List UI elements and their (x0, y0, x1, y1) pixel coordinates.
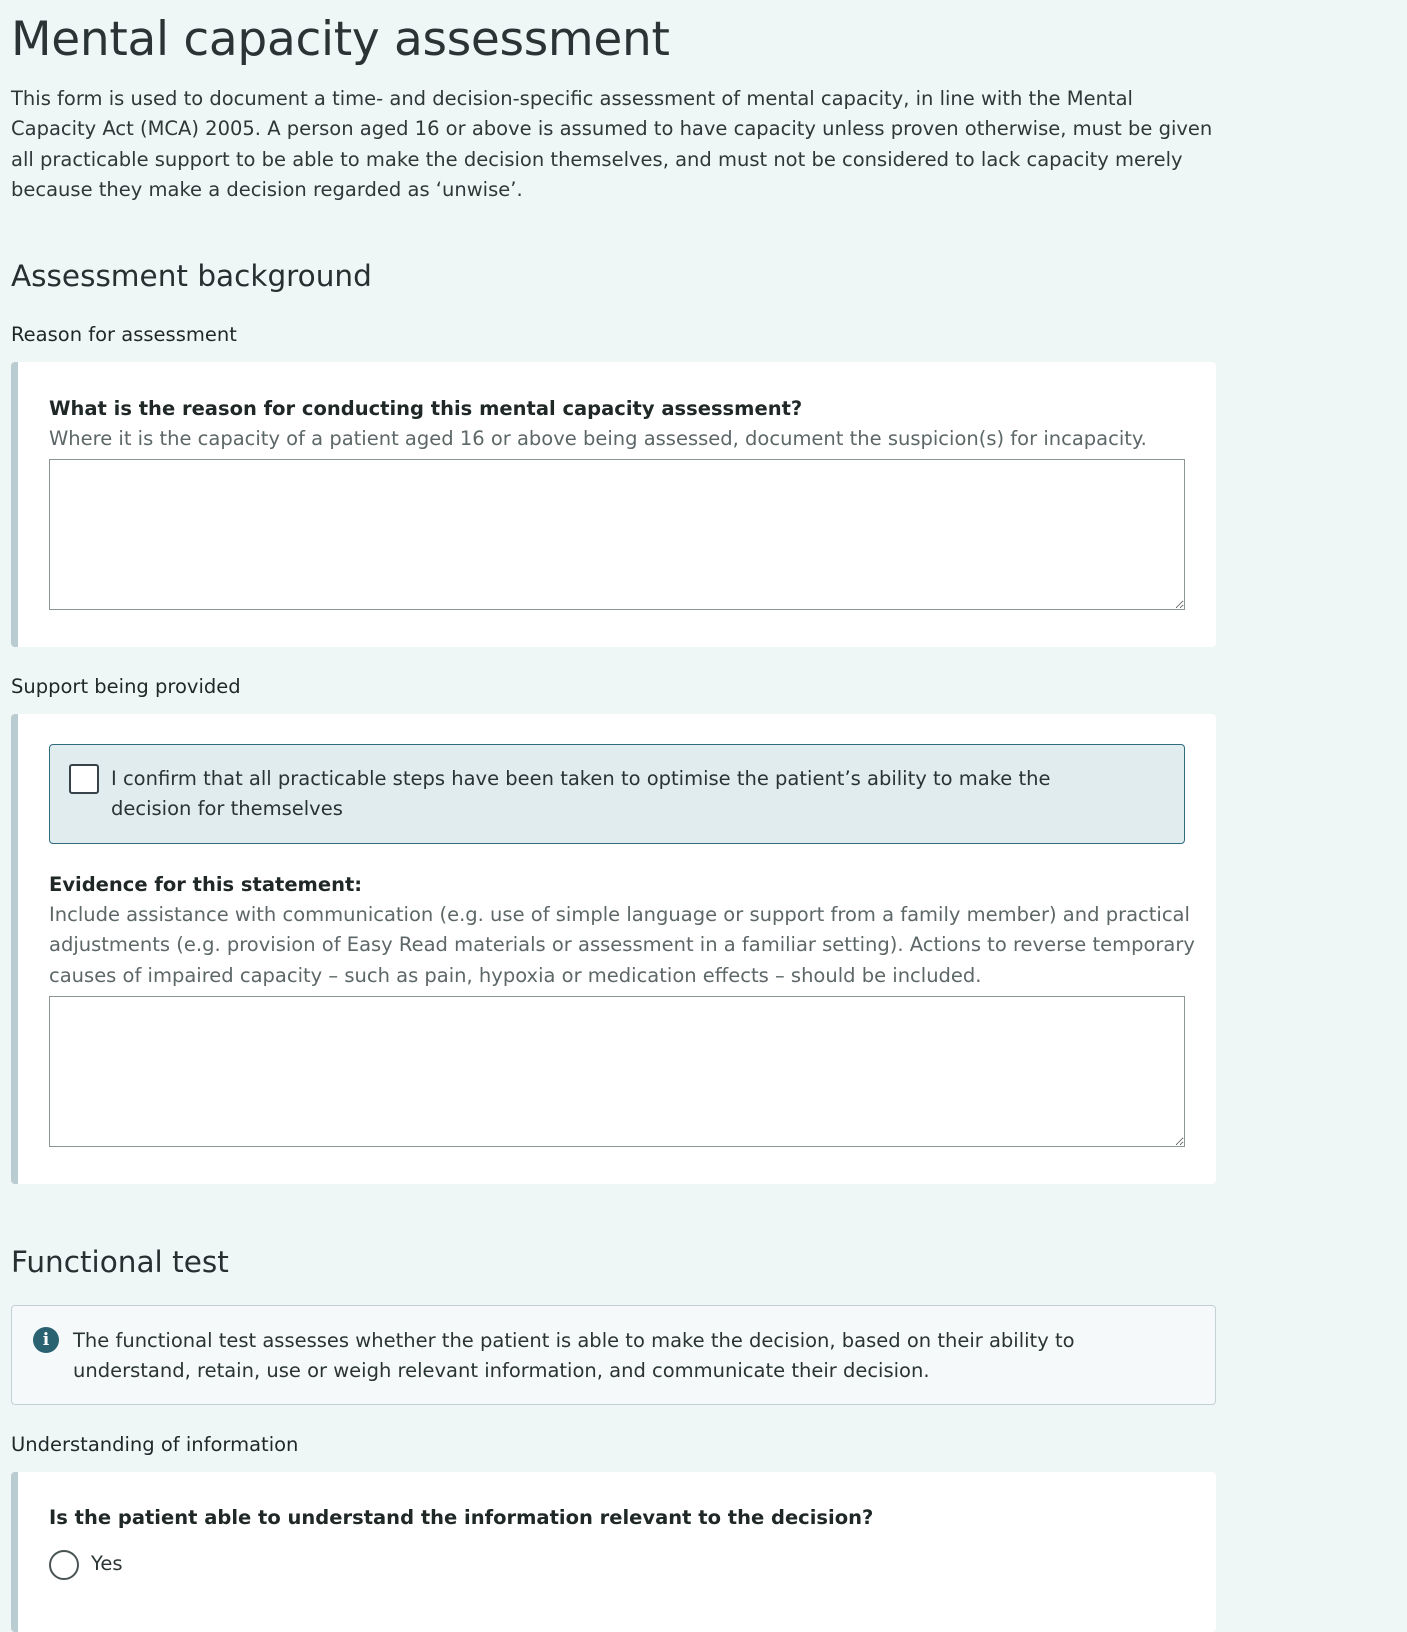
evidence-hint: Include assistance with communication (e.g. use of simple language or support from a family member) and practical adjustments (e.g. provision of Easy Read materials or assessment in a familiar setting). Actions to reverse temporary causes of impaired capacity – such as pain, hypoxia or medication effects – should be included. (49, 903, 1195, 987)
reason-card (11, 362, 1216, 647)
section-heading-functional: Functional test (11, 1245, 229, 1279)
radio-yes[interactable] (49, 1550, 79, 1580)
reason-question: What is the reason for conducting this mental capacity assessment? (49, 397, 803, 420)
understanding-question: Is the patient able to understand the information relevant to the decision? (49, 1506, 874, 1529)
confirm-checkbox[interactable] (69, 764, 99, 794)
section-heading-background: Assessment background (11, 259, 372, 293)
reason-textarea[interactable] (49, 459, 1185, 610)
reason-textarea-wrap (49, 459, 1185, 610)
info-text: The functional test assesses whether the patient is able to make the decision, based on their ability to understand, retain, use or weigh relevant information, and communicate their decision. (73, 1329, 1075, 1383)
confirm-text[interactable]: I confirm that all practicable steps have been taken to optimise the patient’s ability to make the decision for themselves (111, 767, 1051, 821)
support-label: Support being provided (11, 675, 241, 698)
understanding-card (11, 1472, 1216, 1632)
confirm-option[interactable] (49, 744, 1185, 844)
support-card (11, 714, 1216, 1184)
info-callout (11, 1305, 1216, 1405)
understanding-label: Understanding of information (11, 1433, 299, 1456)
evidence-textarea[interactable] (49, 996, 1185, 1147)
info-icon: i (33, 1327, 59, 1353)
reason-label: Reason for assessment (11, 323, 237, 346)
radio-yes-label[interactable]: Yes (91, 1552, 123, 1575)
evidence-label: Evidence for this statement: (49, 873, 363, 896)
reason-hint: Where it is the capacity of a patient aged 16 or above being assessed, document the suspicion(s) for incapacity. (49, 427, 1147, 450)
intro-text: This form is used to document a time- and decision-specific assessment of mental capacity, in line with the Mental Capacity Act (MCA) 2005. A person aged 16 or above is assumed to have capacity unless proven otherwise, must be given all practicable support to be able to make the decision themselves, and must not be considered to lack capacity merely because they make a decision regarded as ‘unwise’. (11, 87, 1213, 202)
evidence-textarea-wrap (49, 996, 1185, 1147)
page-title: Mental capacity assessment (11, 12, 670, 67)
